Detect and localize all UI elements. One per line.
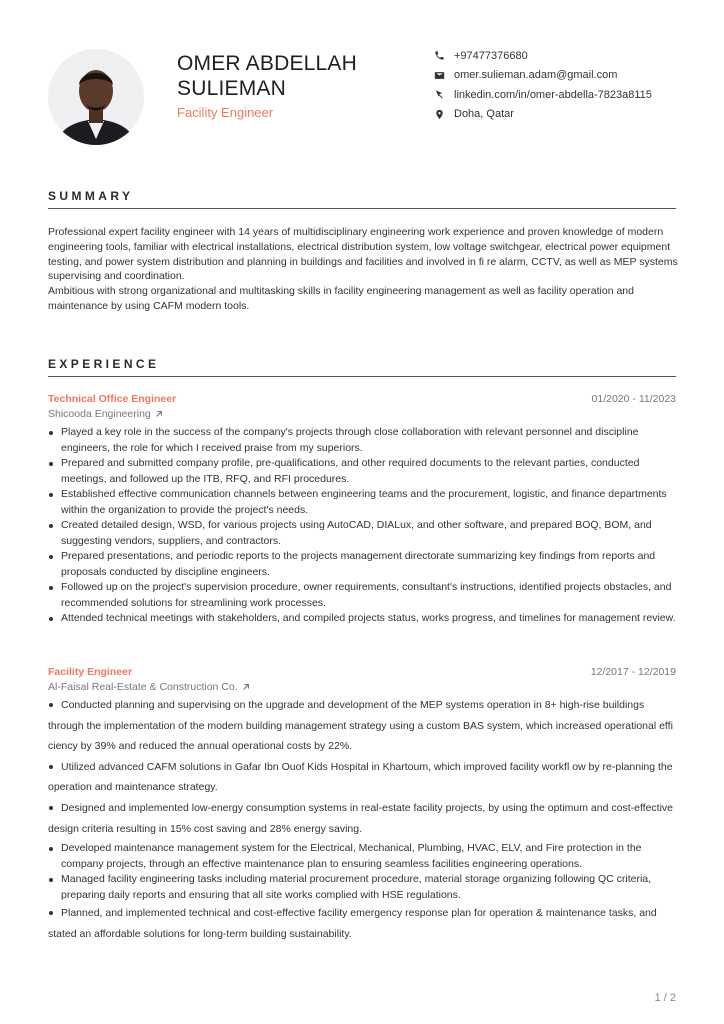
list-item (48, 487, 678, 518)
list-item (48, 456, 678, 487)
mail-icon (433, 69, 445, 81)
contact-email-text: omer.sulieman.adam@gmail.com (454, 69, 618, 82)
bullet-text: Conducted planning and supervising on the upgrade and development of the MEP systems operation in 8+ high-rise buildings through the implementation of the modern building management strategy using a custom BAS system, which increased operational effi ciency by 39% and reduced the annual operational costs by 22%. (48, 699, 673, 753)
contact-location (433, 105, 652, 125)
contact-email[interactable] (433, 66, 652, 86)
bullet-text: Followed up on the project's supervision procedure, owner requirements, consultant's instructions, identified projects obstacles, and recommended solutions for streamlining work processes. (61, 581, 672, 609)
job-title: Technical Office Engineer (48, 393, 177, 405)
candidate-name (177, 51, 357, 101)
bullet-text: Established effective communication channels between engineering teams and the procurement, logistic, and finance departments within the organization to provide the project's needs. (61, 488, 667, 516)
bullet-icon (49, 765, 53, 769)
bullet-icon (49, 462, 53, 466)
job-dates: 01/2020 - 11/2023 (591, 393, 676, 405)
contact-location-text: Doha, Qatar (454, 108, 514, 121)
summary-paragraph-1: Professional expert facility engineer with 14 years of multidisciplinary engineering work experience and proven knowledge of modern engineering tools, familiar with electrical installations, electrical distribution system, low voltage switchgear, electrical power equipment testing, and power system distribution and planning in buildings and facilities and involved in fi re alarm, CCTV, as well as MEP systems supervising and coordination. (48, 226, 678, 283)
summary-heading: SUMMARY (48, 189, 134, 203)
bullet-icon (49, 847, 53, 851)
contact-linkedin-text: linkedin.com/in/omer-abdella-7823a8115 (454, 88, 652, 101)
location-icon (433, 108, 445, 120)
experience-divider (48, 376, 676, 377)
summary-paragraph-2: Ambitious with strong organizational and multitasking skills in facility engineering management as well as facility operation and maintenance by using CAFM modern tools. (48, 285, 634, 312)
list-item (48, 611, 678, 627)
contact-phone[interactable] (433, 46, 652, 66)
phone-icon (433, 50, 445, 62)
bullet-text: Created detailed design, WSD, for various projects using AutoCAD, DIALux, and other software, and prepared BOQ, BOM, and suggesting vendors, suppliers, and contractors. (61, 519, 652, 547)
job-title: Facility Engineer (48, 666, 133, 678)
list-item (48, 425, 678, 456)
external-link-icon (155, 410, 163, 418)
name-line-1: OMER ABDELLAH (177, 52, 357, 75)
bullet-icon (49, 617, 53, 621)
candidate-role: Facility Engineer (177, 105, 274, 120)
job-company-name: Shicooda Engineering (48, 408, 151, 420)
list-item (48, 549, 678, 580)
bullet-icon (49, 431, 53, 435)
list-item (48, 580, 678, 611)
list-item (48, 757, 678, 798)
bullet-text: Prepared presentations, and periodic reports to the projects management directorate summarizing key findings from reports and proposals conducted by discipline engineers. (61, 550, 656, 578)
job-bullets (48, 425, 678, 627)
bullet-text: Designed and implemented low-energy consumption systems in real-estate facility projects, by using the optimum and cost-effective design criteria resulting in 15% cost saving and 28% energy saving. (48, 801, 674, 835)
name-line-2: SULIEMAN (177, 77, 286, 100)
list-item (48, 695, 678, 757)
bullet-icon (49, 911, 53, 915)
contact-phone-text: +97477376680 (454, 49, 528, 62)
job-company[interactable] (48, 681, 250, 693)
job-dates: 12/2017 - 12/2019 (590, 666, 676, 678)
contact-linkedin[interactable] (433, 85, 652, 105)
bullet-icon (49, 878, 53, 882)
link-icon (433, 89, 445, 101)
bullet-text: Planned, and implemented technical and cost-effective facility emergency response plan for operation & maintenance tasks, and stated an affordable solutions for long-term building sustainability. (48, 907, 657, 940)
bullet-text: Played a key role in the success of the company's projects through close collaboration with relevant personnel and discipline engineers, the role for which I received praise from my superiors. (61, 426, 639, 454)
bullet-icon (49, 524, 53, 528)
bullet-icon (49, 555, 53, 559)
list-item (48, 872, 678, 903)
list-item (48, 841, 678, 872)
bullet-icon (49, 703, 53, 707)
job-bullets (48, 695, 678, 944)
profile-photo-graphic (48, 49, 144, 145)
bullet-text: Prepared and submitted company profile, pre-qualifications, and other required documents to the relevant parties, conducted meetings, and followed up the ITB, RFQ, and RFI procedures. (61, 457, 640, 485)
list-item (48, 518, 678, 549)
job-company[interactable] (48, 408, 163, 420)
list-item (48, 903, 678, 944)
page-number: 1 / 2 (654, 992, 676, 1004)
profile-photo (48, 49, 144, 145)
summary-text (48, 225, 678, 314)
experience-heading: EXPERIENCE (48, 357, 160, 371)
list-item (48, 798, 678, 839)
bullet-icon (49, 806, 53, 810)
summary-divider (48, 208, 676, 209)
bullet-icon (49, 493, 53, 497)
bullet-text: Attended technical meetings with stakeholders, and compiled projects status, works progress, and timelines for management review. (61, 612, 676, 624)
bullet-text: Managed facility engineering tasks including material procurement procedure, material storage organizing following QC criteria, preparing daily reports and ensuring that all site works complied with HSE regulations. (61, 873, 652, 901)
resume-header (0, 0, 724, 150)
bullet-text: Developed maintenance management system for the Electrical, Mechanical, Plumbing, HVAC, ELV, and Fire protection in the company projects, through an effective maintenance plan to ensuring seamless facilities engineering operations. (61, 842, 642, 870)
bullet-icon (49, 586, 53, 590)
bullet-text: Utilized advanced CAFM solutions in Gafar Ibn Ouof Kids Hospital in Khartoum, which improved facility workfl ow by re-planning the operation and maintenance strategy. (48, 760, 673, 794)
external-link-icon (242, 683, 250, 691)
contact-list (433, 46, 652, 124)
job-company-name: Al-Faisal Real-Estate & Construction Co. (48, 681, 238, 693)
